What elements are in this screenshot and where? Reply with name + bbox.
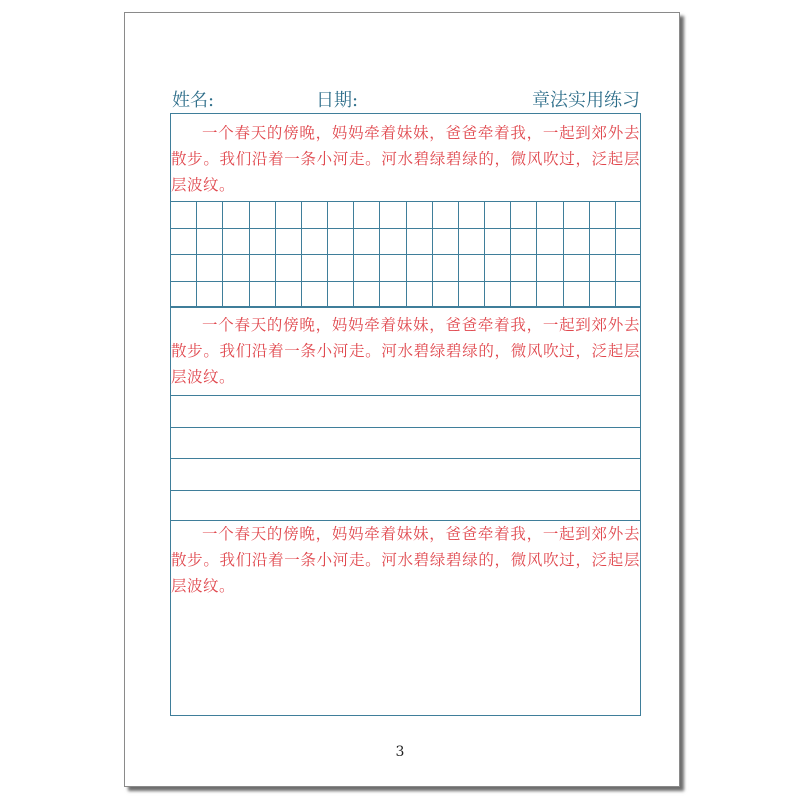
date-label: 日期: (316, 90, 359, 111)
worksheet-header (170, 86, 640, 112)
model-passage-1 (171, 120, 640, 198)
model-passage-2 (171, 312, 640, 390)
worksheet-title: 章法实用练习 (532, 90, 640, 111)
name-label: 姓名: (172, 90, 215, 111)
section-divider (170, 307, 641, 308)
practice-lines[interactable] (170, 395, 641, 521)
passage-text: 一个春天的傍晚，妈妈牵着妹妹，爸爸牵着我，一起到郊外去散步。我们沿着一条小河走。河水碧绿碧绿的，微风吹过，泛起层层波纹。 (171, 124, 640, 194)
practice-grid[interactable] (170, 201, 641, 307)
passage-text: 一个春天的傍晚，妈妈牵着妹妹，爸爸牵着我，一起到郊外去散步。我们沿着一条小河走。河水碧绿碧绿的，微风吹过，泛起层层波纹。 (171, 316, 640, 386)
model-passage-3 (171, 521, 640, 599)
page-number: 3 (395, 744, 405, 760)
passage-text: 一个春天的傍晚，妈妈牵着妹妹，爸爸牵着我，一起到郊外去散步。我们沿着一条小河走。河水碧绿碧绿的，微风吹过，泛起层层波纹。 (171, 525, 640, 595)
